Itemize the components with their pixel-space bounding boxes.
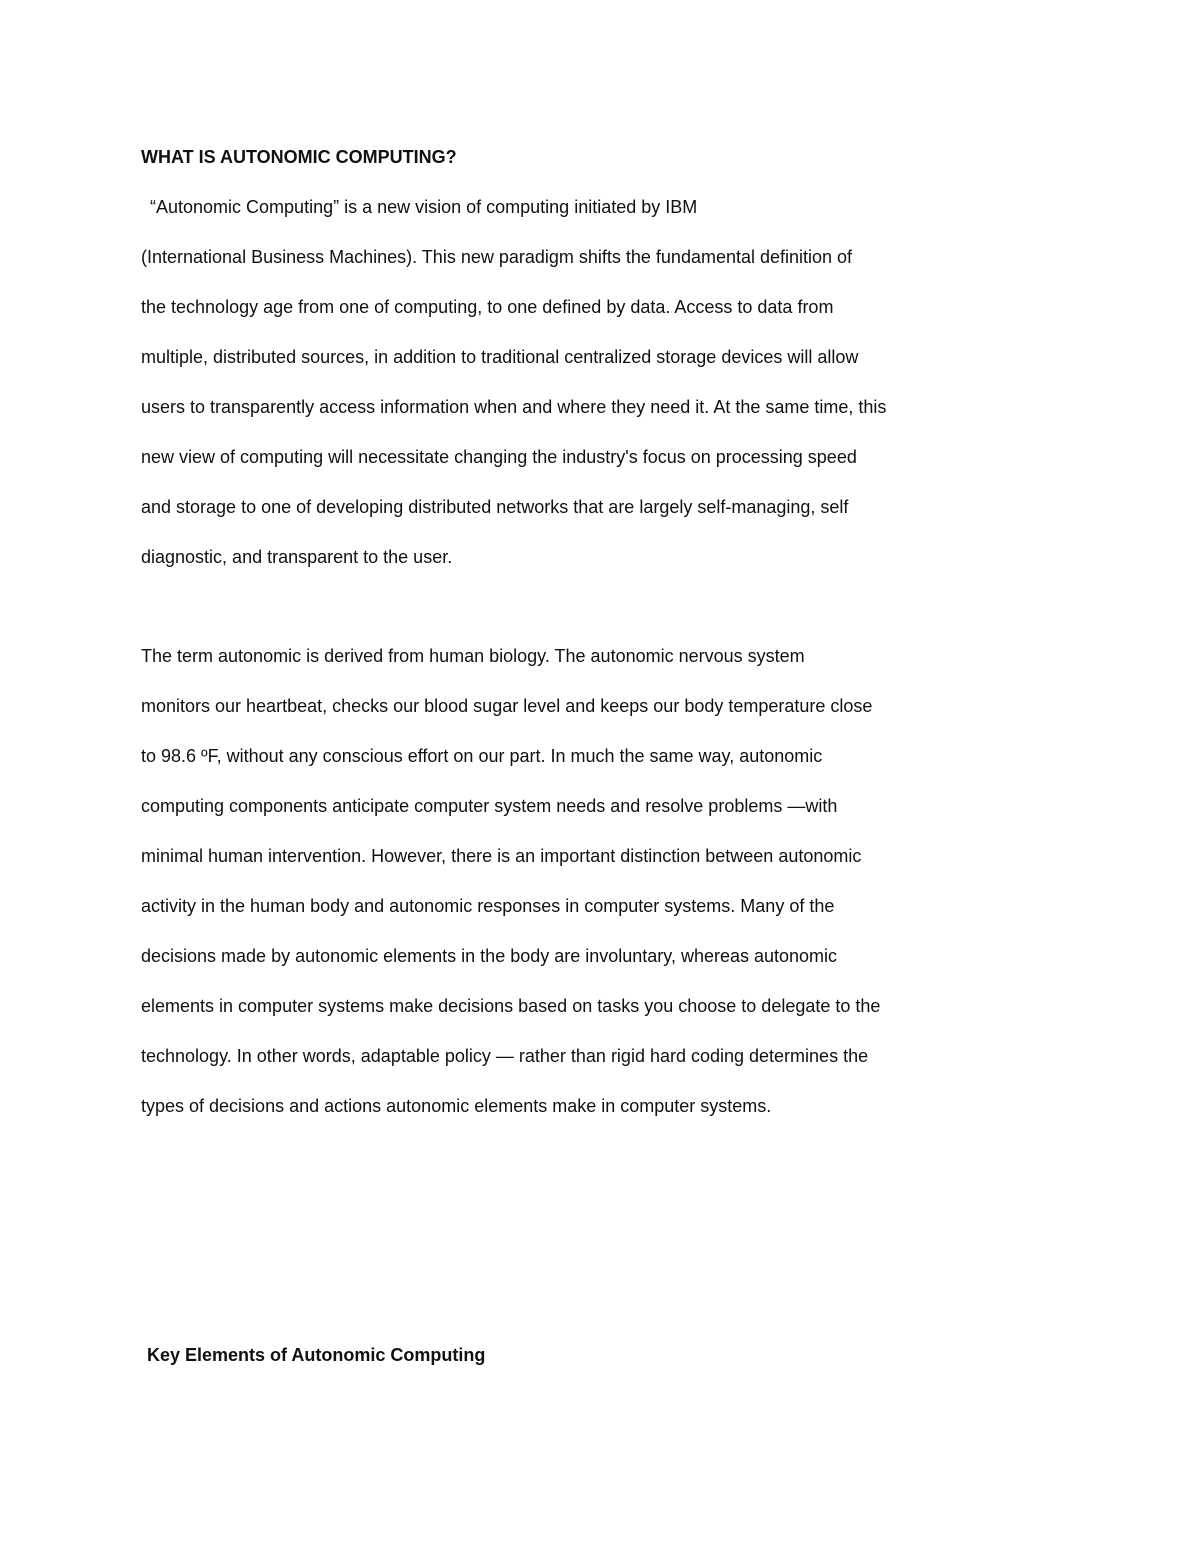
paragraph-line: computing components anticipate computer system needs and resolve problems —with [141, 796, 838, 816]
paragraph-line: elements in computer systems make decisions based on tasks you choose to delegate to the [141, 996, 881, 1016]
paragraph-line: (International Business Machines). This new paradigm shifts the fundamental definition of [141, 247, 853, 267]
paragraph-line: multiple, distributed sources, in addition to traditional centralized storage devices will allow [141, 347, 859, 367]
paragraph-line: diagnostic, and transparent to the user. [141, 547, 453, 567]
paragraph-line: activity in the human body and autonomic responses in computer systems. Many of the [141, 896, 835, 916]
document-title: WHAT IS AUTONOMIC COMPUTING? [141, 147, 457, 167]
paragraph-line: minimal human intervention. However, there is an important distinction between autonomic [141, 846, 862, 866]
section-subheading: Key Elements of Autonomic Computing [147, 1345, 486, 1365]
paragraph-line: users to transparently access information when and where they need it. At the same time, this [141, 397, 887, 417]
paragraph-line: technology. In other words, adaptable policy — rather than rigid hard coding determines the [141, 1046, 869, 1066]
paragraph-line: new view of computing will necessitate changing the industry's focus on processing speed [141, 447, 857, 467]
paragraph-line: monitors our heartbeat, checks our blood sugar level and keeps our body temperature close [141, 696, 873, 716]
paragraph-line: The term autonomic is derived from human biology. The autonomic nervous system [141, 646, 805, 666]
paragraph-line: types of decisions and actions autonomic elements make in computer systems. [141, 1096, 772, 1116]
paragraph-line: the technology age from one of computing, to one defined by data. Access to data from [141, 297, 834, 317]
paragraph-line: decisions made by autonomic elements in the body are involuntary, whereas autonomic [141, 946, 838, 966]
paragraph-line: “Autonomic Computing” is a new vision of computing initiated by IBM [150, 197, 698, 217]
paragraph-line: to 98.6 ºF, without any conscious effort on our part. In much the same way, autonomic [141, 746, 823, 766]
paragraph-line: and storage to one of developing distributed networks that are largely self-managing, self [141, 497, 849, 517]
